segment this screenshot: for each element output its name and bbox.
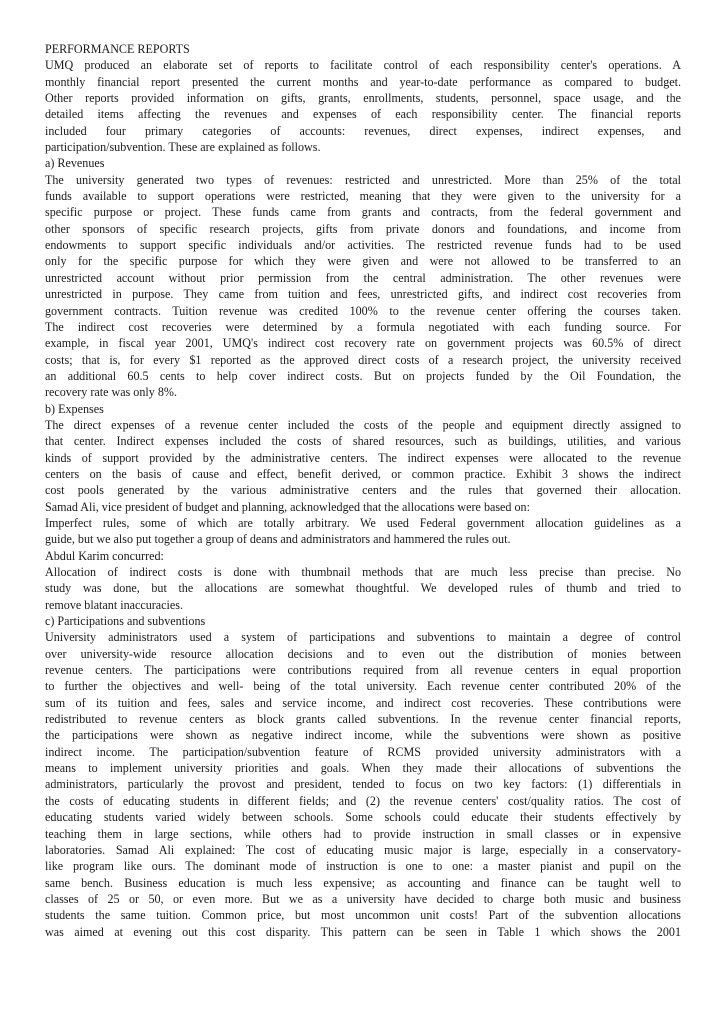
- text-line: government contracts. Tuition revenue was credited 100% to the revenue center offering the courses taken.: [45, 303, 681, 318]
- text-line: teaching them in large sections, while others had to provide instruction in small classes or in expensive: [45, 826, 681, 841]
- text-line: an additional 60.5 cents to help cover indirect costs. But on projects funded by the Oil Foundation, the: [45, 368, 681, 383]
- text-line: a) Revenues: [45, 156, 105, 171]
- text-line: administrators, particularly the provost and president, tended to focus on two key factors: (1) differentials in: [45, 777, 681, 792]
- text-line: revenue centers. The participations were contributions required from all revenue centers in equal proportion: [45, 663, 681, 678]
- text-line: Imperfect rules, some of which are totally arbitrary. We used Federal government allocation guidelines as a: [45, 515, 681, 530]
- text-line: kinds of support provided by the administrative centers. The indirect expenses were allocated to the revenue: [45, 450, 681, 465]
- text-line: laboratories. Samad Ali explained: The cost of educating music major is large, especially in a conservatory-: [45, 842, 681, 857]
- text-line: study was done, but the allocations are somewhat thoughtful. We developed rules of thumb and tried to: [45, 581, 681, 596]
- text-line: b) Expenses: [45, 401, 104, 416]
- text-line: redistributed to revenue centers as block grants called subventions. In the revenue center financial reports,: [45, 712, 681, 727]
- text-line: indirect income. The participation/subvention feature of RCMS provided university administrators with a: [45, 744, 681, 759]
- text-line: centers on the basis of cause and effect, benefit derived, or common practice. Exhibit 3 shows the indirect: [45, 466, 681, 481]
- text-line: was aimed at evening out this cost disparity. This pattern can be seen in Table 1 which shows the 2001: [45, 924, 681, 939]
- text-line: unrestricted in purpose. They came from tuition and fees, unrestricted gifts, and indirect cost recoveries from: [45, 287, 681, 302]
- text-line: Abdul Karim concurred:: [45, 548, 164, 563]
- text-line: Other reports provided information on gifts, grants, enrollments, students, personnel, space usage, and the: [45, 91, 681, 106]
- text-line: means to implement university priorities and goals. When they made their allocations of subventions the: [45, 761, 681, 776]
- text-line: cost pools generated by the various administrative centers and the rules that governed their allocation.: [45, 483, 681, 498]
- text-line: participation/subvention. These are explained as follows.: [45, 140, 321, 155]
- text-line: unrestricted account without prior permission from the central administration. The other revenues were: [45, 270, 681, 285]
- text-line: the participations were shown as negative indirect income, while the subventions were shown as positive: [45, 728, 681, 743]
- text-line: sum of its tuition and fees, sales and service income, and indirect cost recoveries. These contributions were: [45, 695, 681, 710]
- text-line: Allocation of indirect costs is done with thumbnail methods that are much less precise than precise. No: [45, 565, 681, 579]
- text-line: like program like ours. The dominant mode of instruction is one to one: a master pianist and pupil on the: [45, 859, 681, 874]
- text-line: that center. Indirect expenses included the costs of shared resources, such as buildings, utilities, and various: [45, 434, 681, 449]
- text-line: educating students varied widely between schools. Some schools could educate their students effectively by: [45, 810, 681, 825]
- text-line: to further the objectives and well- being of the total university. Each revenue center contributed 20% of the: [45, 679, 681, 694]
- text-line: costs; that is, for every $1 reported as the approved direct costs of a research project, the university received: [45, 352, 681, 367]
- document-page: [45, 41, 681, 940]
- text-line: The university generated two types of revenues: restricted and unrestricted. More than 25% of the total: [45, 172, 681, 187]
- text-line: guide, but we also put together a group of deans and administrators and hammered the rules out.: [45, 532, 511, 547]
- text-line: included four primary categories of accounts: revenues, direct expenses, indirect expenses, and: [45, 123, 681, 138]
- text-line: Samad Ali, vice president of budget and planning, acknowledged that the allocations were based on:: [45, 499, 530, 514]
- text-line: funds available to support operations were restricted, meaning that they were given to the university for a: [45, 189, 681, 204]
- text-line: specific purpose or project. These funds came from grants and contracts, from the federal government and: [45, 205, 681, 220]
- text-line: remove blatant inaccuracies.: [45, 597, 183, 612]
- text-line: The direct expenses of a revenue center included the costs of the people and equipment directly assigned to: [45, 417, 681, 432]
- text-line: classes of 25 or 50, or even more. But we as a university have decided to charge both music and business: [45, 891, 681, 906]
- text-line: recovery rate was only 8%.: [45, 385, 177, 400]
- text-line: The indirect cost recoveries were determined by a formula negotiated with each funding source. For: [45, 319, 681, 334]
- text-line: the costs of educating students in different fields; and (2) the revenue centers' cost/quality ratios. The cost of: [45, 793, 681, 808]
- text-line: University administrators used a system of participations and subventions to maintain a degree of control: [45, 630, 681, 645]
- text-line: over university-wide resource allocation decisions and to even out the distribution of monies between: [45, 646, 681, 661]
- text-line: monthly financial report presented the current months and year-to-date performance as compared to budget.: [45, 74, 681, 89]
- text-line: detailed items affecting the revenues and expenses of each responsibility center. The financial reports: [45, 107, 681, 122]
- text-line: c) Participations and subventions: [45, 614, 206, 629]
- text-line: other sponsors of specific research projects, gifts from private donors and foundations, and income from: [45, 221, 681, 236]
- text-line: example, in fiscal year 2001, UMQ's indirect cost recovery rate on government projects was 60.5% of direct: [45, 336, 681, 351]
- text-line: PERFORMANCE REPORTS: [45, 42, 190, 56]
- text-line: UMQ produced an elaborate set of reports to facilitate control of each responsibility center's operations. A: [45, 58, 681, 73]
- text-line: only for the specific purpose for which they were given and were not allowed to be transferred to an: [45, 254, 681, 269]
- text-line: students the same tuition. Common price, but most uncommon unit costs! Part of the subvention allocations: [45, 908, 681, 923]
- text-line: same bench. Business education is much less expensive; as accounting and finance can be taught well to: [45, 875, 681, 890]
- text-line: endowments to support specific individuals and/or activities. The restricted revenue funds had to be used: [45, 238, 681, 253]
